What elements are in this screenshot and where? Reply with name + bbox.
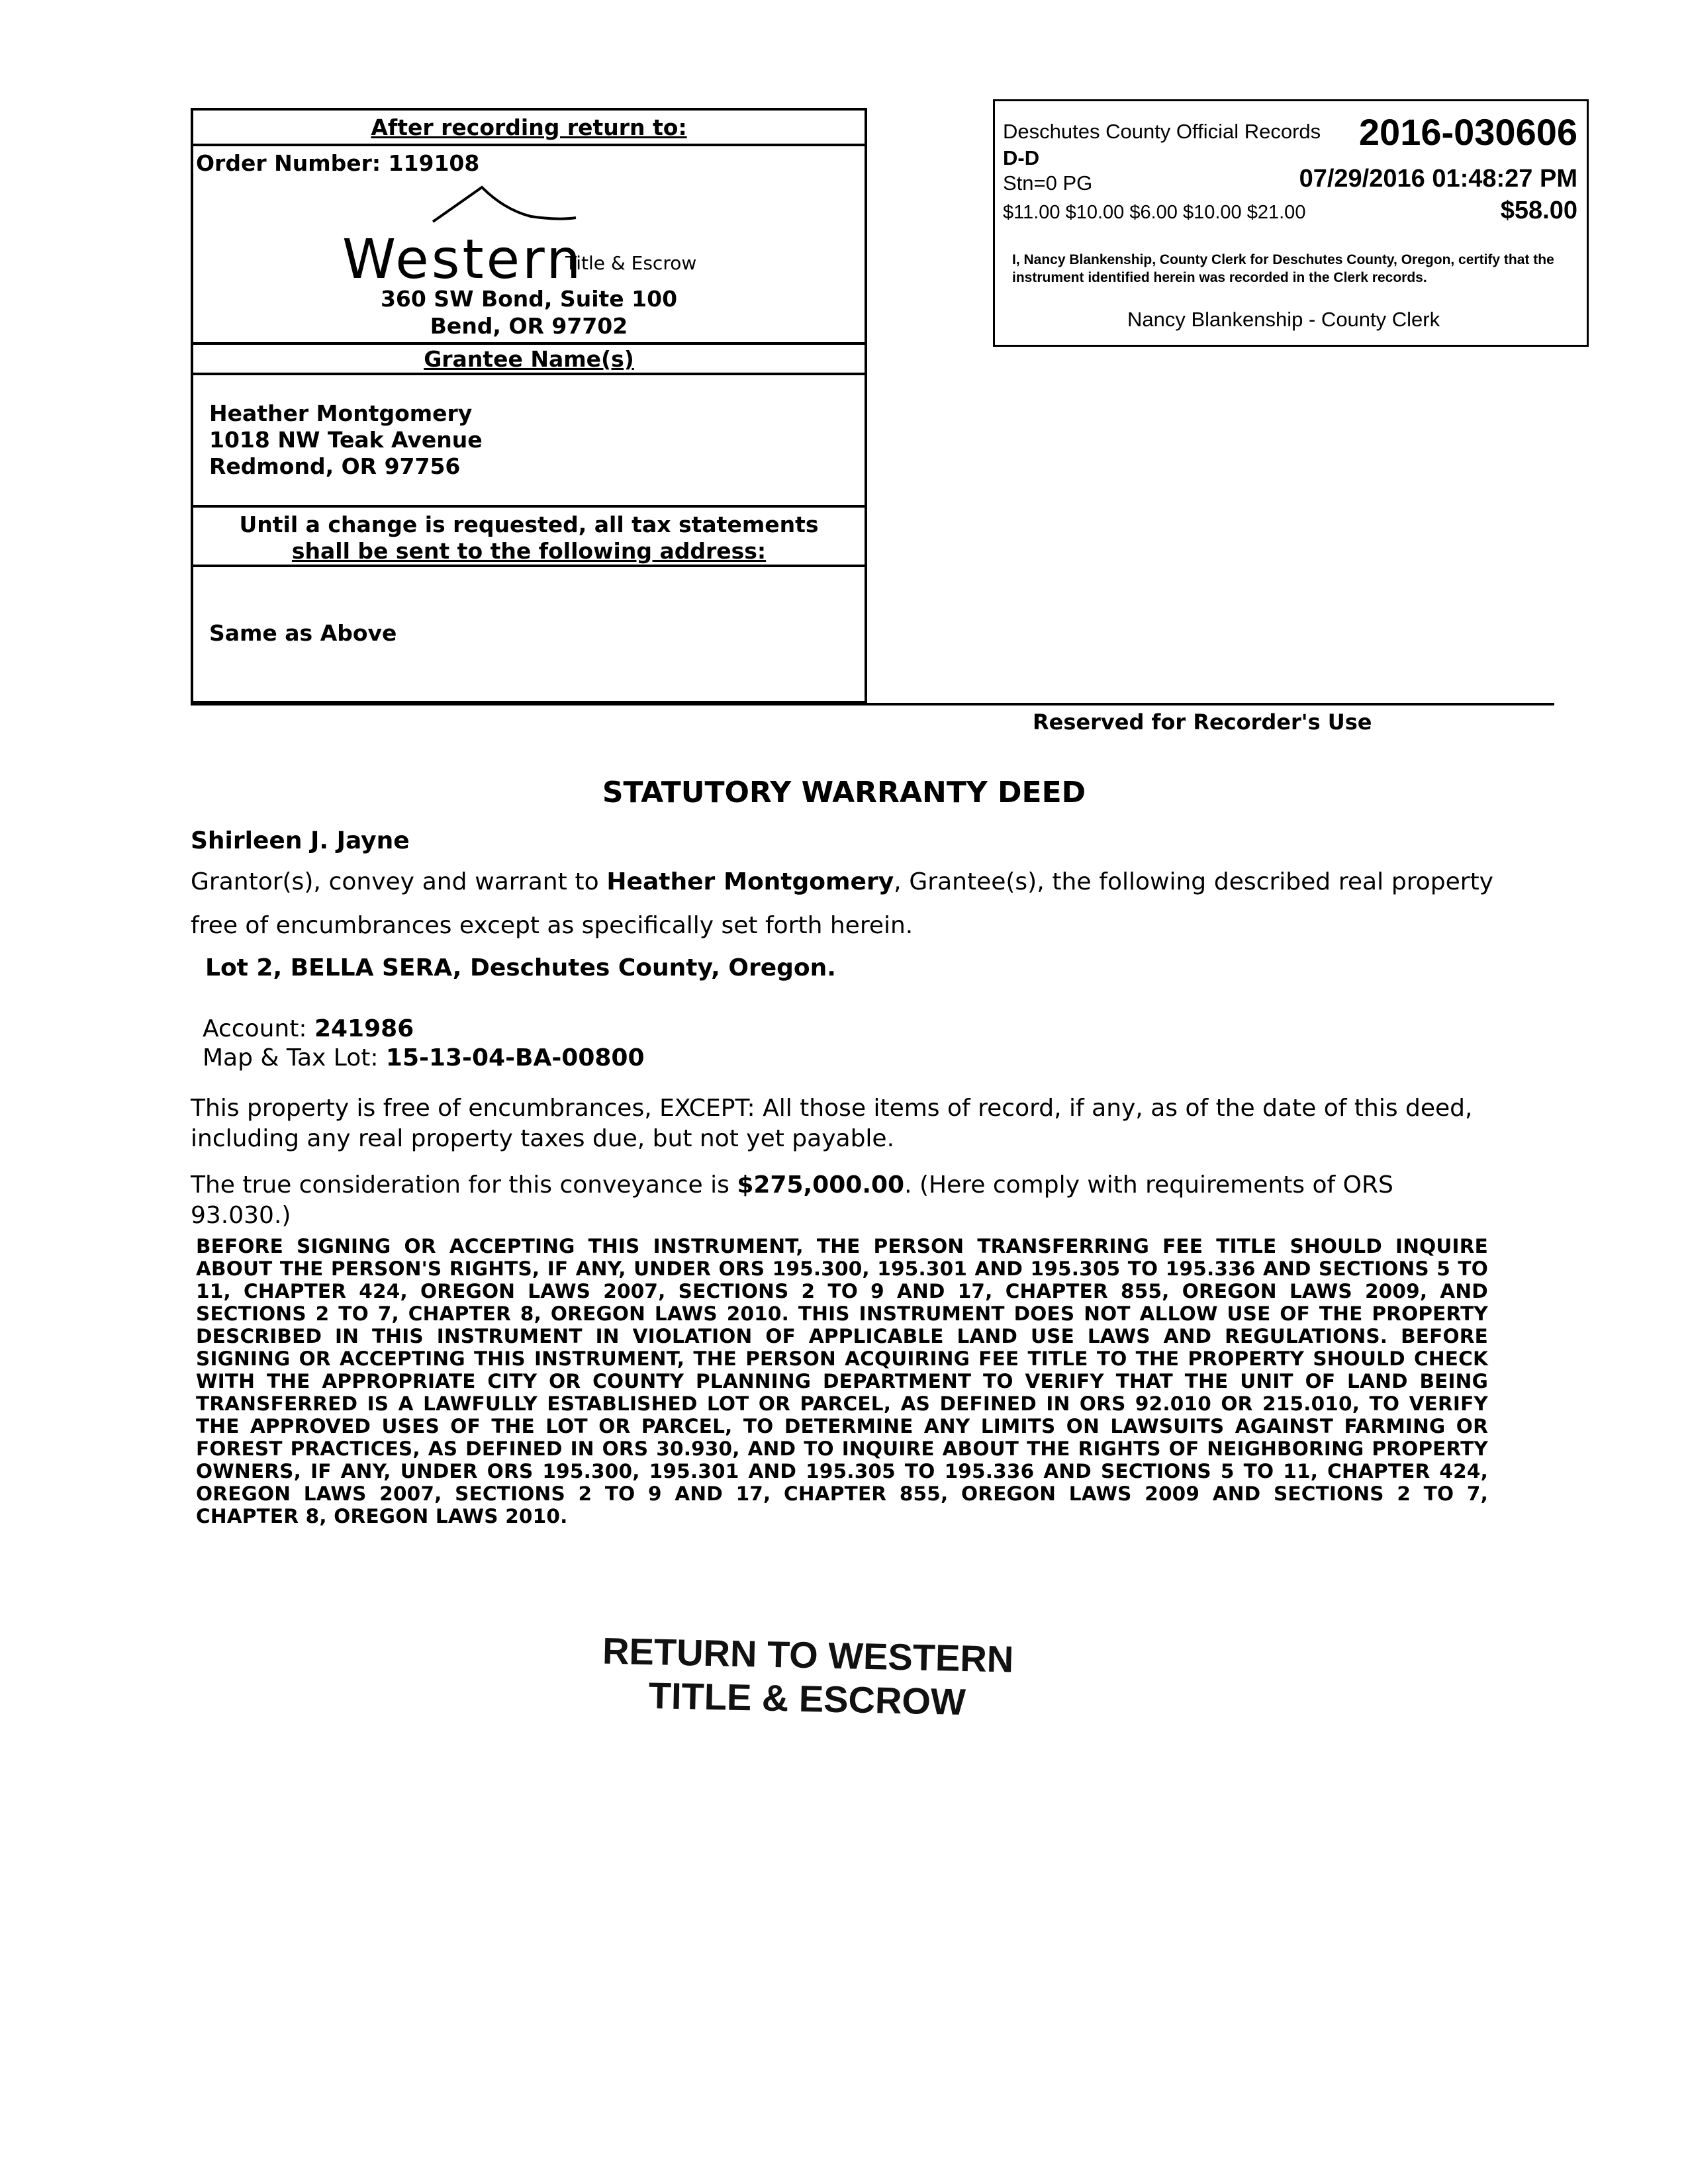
tax-header-line1: Until a change is requested, all tax statements [239, 512, 819, 537]
grantee-name-inline: Heather Montgomery [606, 868, 894, 895]
recorder-stamp-box [993, 99, 1589, 347]
grantee-city: Redmond, OR 97756 [209, 453, 461, 479]
consideration-paragraph [191, 1170, 1493, 1231]
consideration-text: The true consideration for this conveyance is [191, 1171, 737, 1199]
tax-address: Same as Above [209, 620, 397, 646]
account-line [203, 1015, 414, 1042]
return-address-box [191, 108, 867, 704]
exceptions-paragraph: This property is free of encumbrances, EXCEPT: All those items of record, if any, as of the date of this deed, including any real property taxes due, but not yet payable. [191, 1095, 1473, 1152]
deed-title: STATUTORY WARRANTY DEED [602, 776, 1086, 809]
company-address-line2: Bend, OR 97702 [430, 313, 628, 339]
reserved-label: Reserved for Recorder's Use [1033, 709, 1372, 735]
convey-text: , Grantee(s), the following described real property free of encumbrances except as specifically set forth herein. [191, 868, 1493, 939]
station: Stn=0 PG [1003, 171, 1093, 195]
tax-header-line2: shall be sent to the following address: [291, 538, 767, 564]
company-logo-name: Western [342, 228, 584, 291]
stamp-line1: RETURN TO WESTERN [602, 1629, 1014, 1680]
account-value: 241986 [314, 1015, 414, 1042]
map-tax-lot-line [203, 1044, 645, 1071]
legal-description: Lot 2, BELLA SERA, Deschutes County, Oregon. [205, 954, 836, 981]
recorded-datetime: 07/29/2016 01:48:27 PM [1299, 165, 1577, 193]
map-tax-value: 15-13-04-BA-00800 [385, 1044, 645, 1071]
record-number: 2016-030606 [1358, 111, 1577, 153]
consideration-amount: $275,000.00 [737, 1171, 905, 1199]
grantee-header: Grantee Name(s) [424, 346, 634, 372]
statutory-warning: BEFORE SIGNING OR ACCEPTING THIS INSTRUMENT, THE PERSON TRANSFERRING FEE TITLE SHOULD INQUIRE ABOUT THE PERSON'S RIGHTS, IF ANY, UNDER ORS 195.300, 195.301 AND 195.305 TO 195.336 AND SECTIONS 5 TO 11, CHAPTER 424, OREGON LAWS 2007, SECTIONS 2 TO 9 AND 17, CHAPTER 855, OREGON LAWS 2009, AND SECTIONS 2 TO 7, CHAPTER 8, OREGON LAWS 2010. THIS INSTRUMENT DOES NOT ALLOW USE OF THE PROPERTY DESCRIBED IN THIS INSTRUMENT IN VIOLATION OF APPLICABLE LAND USE LAWS AND REGULATIONS. BEFORE SIGNING OR ACCEPTING THIS INSTRUMENT, THE PERSON ACQUIRING FEE TITLE TO THE PROPERTY SHOULD CHECK WITH THE APPROPRIATE CITY OR COUNTY PLANNING DEPARTMENT TO VERIFY THAT THE UNIT OF LAND BEING TRANSFERRED IS A LAWFULLY ESTABLISHED LOT OR PARCEL, AS DEFINED IN ORS 92.010 OR 215.010, TO VERIFY THE APPROVED USES OF THE LOT OR PARCEL, TO DETERMINE ANY LIMITS ON LAWSUITS AGAINST FARMING OR FOREST PRACTICES, AS DEFINED IN ORS 30.930, AND TO INQUIRE ABOUT THE RIGHTS OF NEIGHBORING PROPERTY OWNERS, IF ANY, UNDER ORS 195.300, 195.301 AND 195.305 TO 195.336 AND SECTIONS 5 TO 11, CHAPTER 424, OREGON LAWS 2007, SECTIONS 2 TO 9 AND 17, CHAPTER 855, OREGON LAWS 2009 AND SECTIONS 2 TO 7, CHAPTER 8, OREGON LAWS 2010. [196, 1235, 1488, 1527]
stamp-line2: TITLE & ESCROW [648, 1674, 966, 1723]
company-address-line1: 360 SW Bond, Suite 100 [380, 286, 678, 312]
order-number: Order Number: 119108 [196, 150, 480, 176]
divider [193, 565, 865, 567]
divider [193, 342, 865, 345]
return-header: After recording return to: [371, 114, 687, 140]
conveyance-paragraph [191, 860, 1493, 948]
recorder-heading: Deschutes County Official Records [1003, 120, 1321, 143]
grantee-street: 1018 NW Teak Avenue [209, 427, 483, 453]
consideration-text: . (Here comply with requirements of ORS 93.030.) [191, 1171, 1393, 1229]
fee-breakdown: $11.00 $10.00 $6.00 $10.00 $21.00 [1003, 202, 1306, 223]
clerk-name: Nancy Blankenship - County Clerk [1127, 308, 1440, 331]
recorder-use-rule [191, 703, 1554, 705]
divider [193, 505, 865, 508]
map-tax-label: Map & Tax Lot: [203, 1044, 386, 1071]
grantor-name: Shirleen J. Jayne [191, 827, 410, 854]
mountain-logo-icon [432, 183, 577, 230]
convey-text: Grantor(s), convey and warrant to [191, 868, 607, 895]
divider [193, 373, 865, 375]
divider [193, 144, 865, 146]
clerk-certification: I, Nancy Blankenship, County Clerk for Deschutes County, Oregon, certify that the instrument identified herein was recorded in the Clerk records. [1012, 252, 1554, 285]
document-type: D-D [1003, 146, 1040, 169]
company-logo-tagline: Title & Escrow [565, 252, 697, 274]
fee-total: $58.00 [1500, 197, 1577, 224]
return-stamp [582, 1629, 1034, 1725]
grantee-name: Heather Montgomery [209, 400, 473, 426]
account-label: Account: [203, 1015, 314, 1042]
